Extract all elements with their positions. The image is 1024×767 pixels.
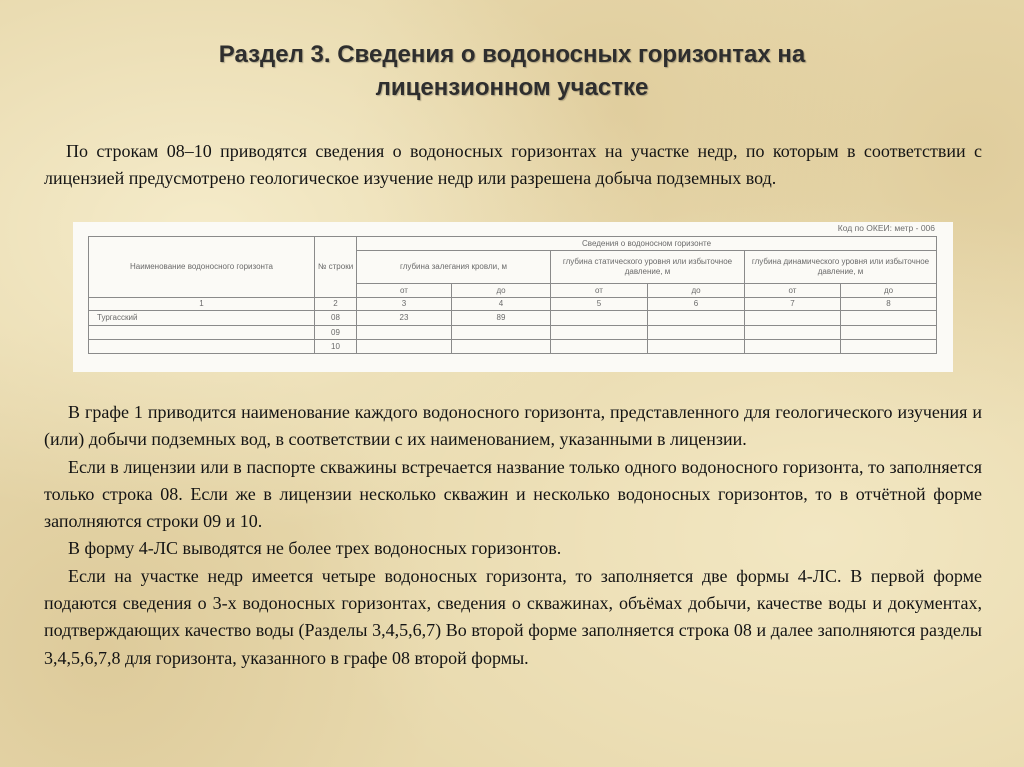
table-row [89,311,937,326]
row-number-cell: 10 [315,340,357,354]
static-to-cell [648,311,745,326]
aquifer-name-cell: Тургасский [89,311,315,326]
header-name: Наименование водоносного горизонта [89,237,315,298]
paragraph-four-aquifers: Если на участке недр имеется четыре водоносных горизонта, то заполняется две формы 4-ЛС. В первой форме подаются сведения о 3-х водоносных горизонтах, сведения о скважинах, объёмах добычи, качестве воды и документах, подтверждающих качество воды (Разделы 3,4,5,6,7) Во второй форме заполняется строка 08 и далее заполняются разделы 3,4,5,6,7,8 для горизонта, указанного в графе 08 второй формы. [44,565,982,668]
dynamic-from-cell [745,326,841,340]
header-to: до [841,284,937,298]
aquifer-name-cell [89,340,315,354]
static-from-cell [551,311,648,326]
paragraph-max-three: В форму 4-ЛС выводятся не более трех водоносных горизонтов. [68,538,562,559]
slide-title-line-1: Раздел 3. Сведения о водоносных горизонтах на [218,41,806,68]
dynamic-to-cell [841,311,937,326]
paragraph-column-1: В графе 1 приводится наименование каждого водоносного горизонта, представленного для геологического изучения и (или) добычи подземных вод, в соответствии с их наименованием, указанными в лицензии. [44,402,982,450]
form-table-scan [73,222,953,372]
column-number: 2 [315,298,357,311]
table-row [89,340,937,354]
roof-depth-from-cell: 23 [357,311,452,326]
roof-depth-to-cell: 89 [452,311,551,326]
column-number: 4 [452,298,551,311]
aquifer-name-cell [89,326,315,340]
paragraph-single-aquifer: Если в лицензии или в паспорте скважины встречается название только одного водоносного горизонта, то заполняется только строка 08. Если же в лицензии несколько скважин и несколько водоносных горизонтов, то в отчётной форме заполняются строки 09 и 10. [44,456,982,532]
roof-depth-to-cell [452,326,551,340]
header-static-level: глубина статического уровня или избыточное давление, м [551,251,745,284]
column-number: 8 [841,298,937,311]
dynamic-to-cell [841,340,937,354]
dynamic-from-cell [745,340,841,354]
column-number: 7 [745,298,841,311]
roof-depth-from-cell [357,340,452,354]
header-from: от [745,284,841,298]
header-group: Сведения о водоносном горизонте [357,237,937,251]
header-from: от [551,284,648,298]
static-to-cell [648,326,745,340]
explanation-block [44,399,982,672]
header-dynamic-level: глубина динамического уровня или избыточное давление, м [745,251,937,284]
roof-depth-from-cell [357,326,452,340]
aquifer-table [88,236,937,354]
row-number-cell: 08 [315,311,357,326]
header-from: от [357,284,452,298]
intro-paragraph: По строкам 08–10 приводятся сведения о водоносных горизонтах на участке недр, по которым в соответствии с лицензией предусмотрено геологическое изучение недр или разрешена добыча подземных вод. [44,141,982,188]
static-from-cell [551,326,648,340]
okei-code-label: Код по ОКЕИ: метр - 006 [837,223,935,233]
header-to: до [452,284,551,298]
column-number: 1 [89,298,315,311]
dynamic-from-cell [745,311,841,326]
header-roof-depth: глубина залегания кровли, м [357,251,551,284]
slide-title [0,38,1024,104]
roof-depth-to-cell [452,340,551,354]
static-to-cell [648,340,745,354]
table-row [89,326,937,340]
dynamic-to-cell [841,326,937,340]
column-number: 5 [551,298,648,311]
header-to: до [648,284,745,298]
column-number: 6 [648,298,745,311]
static-from-cell [551,340,648,354]
column-number: 3 [357,298,452,311]
row-number-cell: 09 [315,326,357,340]
header-row-number: № строки [315,237,357,298]
slide-title-line-2: лицензионном участке [375,74,649,101]
